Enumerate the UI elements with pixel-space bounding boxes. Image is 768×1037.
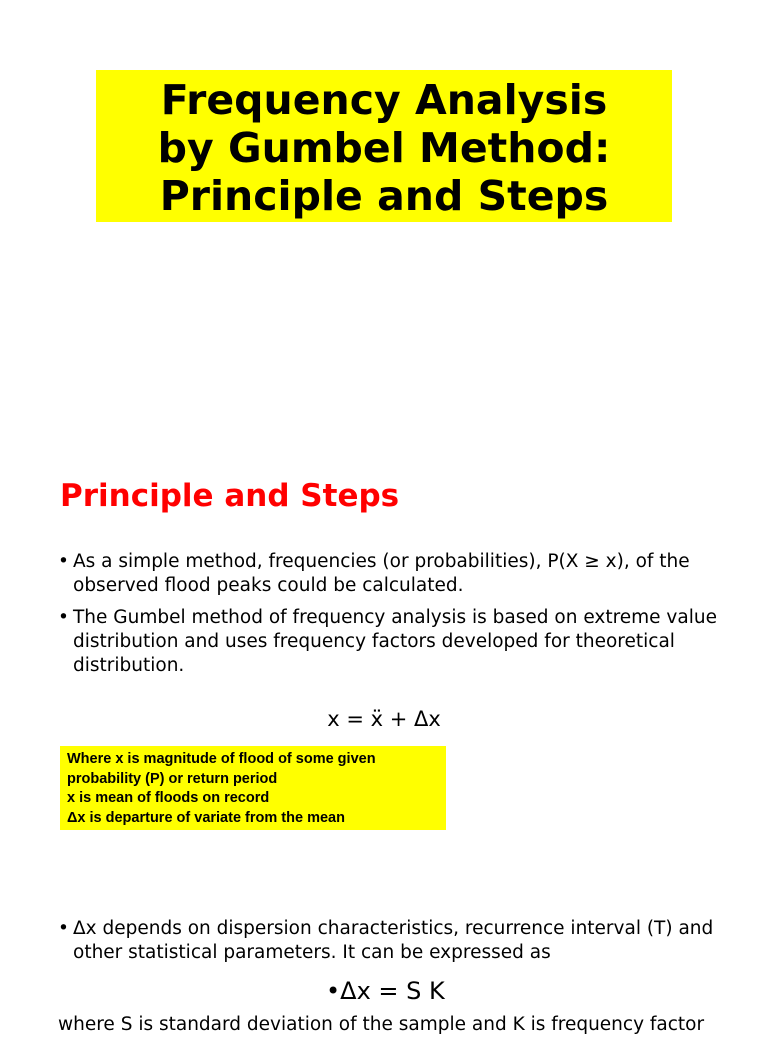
- bullet-item: [58, 550, 748, 598]
- bullet-marker: •: [58, 607, 69, 628]
- title-banner: [96, 70, 672, 222]
- main-equation: x = ẍ + Δx: [327, 707, 441, 731]
- cutoff-text: where S is standard deviation of the sample and K is frequency factor: [58, 1014, 705, 1035]
- bullet-list: [58, 550, 748, 686]
- note-line-4: Δx is departure of variate from the mean: [67, 809, 345, 826]
- section-heading: Principle and Steps: [60, 478, 400, 514]
- note-line-3: x is mean of floods on record: [67, 790, 270, 806]
- note-line-2: probability (P) or return period: [67, 770, 278, 787]
- definition-note: [60, 746, 446, 830]
- bullet-marker: •: [58, 918, 69, 939]
- bullet-text: Δx depends on dispersion characteristics, recurrence interval (T) and other statistical parameters. It can be expressed as: [73, 918, 714, 963]
- bullet-marker: •: [58, 551, 69, 572]
- bullet-text: The Gumbel method of frequency analysis is based on extreme value distribution and uses frequency factors developed for theoretical distribution.: [73, 607, 717, 676]
- bullet-item: [58, 917, 748, 965]
- title-line-3: Principle and Steps: [159, 172, 609, 220]
- departure-formula: •Δx = S K: [326, 977, 445, 1005]
- title-line-2: by Gumbel Method:: [157, 124, 611, 172]
- title-line-1: Frequency Analysis: [160, 76, 608, 124]
- note-line-1: Where x is magnitude of flood of some given: [67, 751, 376, 767]
- bullet-text: As a simple method, frequencies (or probabilities), P(X ≥ x), of the observed flood peaks could be calculated.: [73, 551, 690, 596]
- bullet-item: [58, 606, 748, 678]
- bullet-list-2: [58, 917, 748, 973]
